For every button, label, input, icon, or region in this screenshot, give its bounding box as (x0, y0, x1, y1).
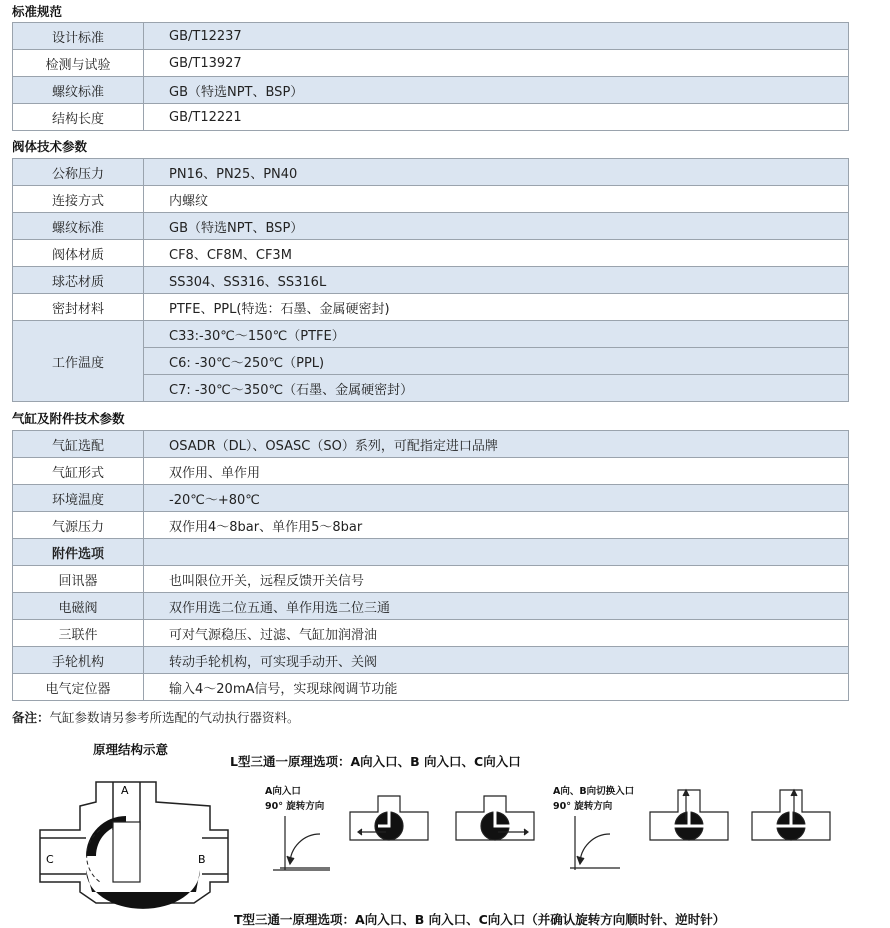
body-params-title: 阀体技术参数 (12, 139, 88, 154)
row-value: 转动手轮机构，可实现手动开、关阀 (144, 647, 849, 674)
row-label: 设计标准 (13, 23, 144, 50)
row-value: C7: -30℃～350℃（石墨、金属硬密封） (144, 375, 849, 402)
l-note-2: 90° 旋转方向 (265, 801, 325, 812)
note (12, 708, 300, 726)
row-label: 电磁阀 (13, 593, 144, 620)
table-row (13, 321, 849, 348)
table-row (13, 159, 849, 186)
standards-title: 标准规范 (12, 4, 63, 19)
row-value: GB（特选NPT、BSP） (144, 77, 849, 104)
row-value: C33:-30℃～150℃（PTFE） (144, 321, 849, 348)
cylinder-params-title: 气缸及附件技术参数 (12, 411, 125, 426)
row-value: SS304、SS316、SS316L (144, 267, 849, 294)
port-a-label: A (121, 784, 129, 797)
table-row (13, 104, 849, 131)
row-value: GB/T12237 (144, 23, 849, 50)
rotation-sign-left (273, 816, 330, 870)
row-value: 也叫限位开关，远程反馈开关信号 (144, 566, 849, 593)
row-label: 公称压力 (13, 159, 144, 186)
table-row (13, 23, 849, 50)
row-label: 气源压力 (13, 512, 144, 539)
table-row (13, 77, 849, 104)
row-label: 球芯材质 (13, 267, 144, 294)
table-row (13, 431, 849, 458)
t-type-title: T型三通一原理选项：A向入口、B 向入口、C向入口（并确认旋转方向顺时针、逆时针） (234, 912, 726, 927)
row-value: 双作用4～8bar、单作用5～8bar (144, 512, 849, 539)
small-valve-4 (752, 790, 830, 840)
r-note-2: 90° 旋转方向 (553, 801, 613, 812)
ball-bore (113, 822, 140, 882)
small-valve-1 (350, 796, 428, 840)
row-label: 螺纹标准 (13, 77, 144, 104)
row-label: 环境温度 (13, 485, 144, 512)
table-row (13, 458, 849, 485)
table-row (13, 566, 849, 593)
row-value: GB（特选NPT、BSP） (144, 213, 849, 240)
note-prefix: 备注： (12, 710, 50, 725)
r-note-1: A向、B向切换入口 (553, 786, 635, 797)
cylinder-params-table (12, 430, 849, 701)
row-label: 螺纹标准 (13, 213, 144, 240)
row-label: 电气定位器 (13, 674, 144, 701)
table-row (13, 186, 849, 213)
l-note-1: A向入口 (265, 786, 301, 797)
small-valve-2 (456, 796, 534, 840)
row-value: PN16、PN25、PN40 (144, 159, 849, 186)
row-label: 回讯器 (13, 566, 144, 593)
l-type-title: L型三通一原理选项：A向入口、B 向入口、C向入口 (230, 754, 521, 769)
table-row (13, 240, 849, 267)
row-value: GB/T13927 (144, 50, 849, 77)
port-c-label: C (46, 853, 54, 866)
table-row (13, 267, 849, 294)
small-valve-3 (650, 790, 728, 840)
table-row (13, 50, 849, 77)
row-label: 三联件 (13, 620, 144, 647)
table-row (13, 593, 849, 620)
row-value: PTFE、PPL(特选：石墨、金属硬密封) (144, 294, 849, 321)
row-label: 连接方式 (13, 186, 144, 213)
row-label: 阀体材质 (13, 240, 144, 267)
row-label: 结构长度 (13, 104, 144, 131)
row-label: 密封材料 (13, 294, 144, 321)
row-value: 双作用、单作用 (144, 458, 849, 485)
table-row (13, 647, 849, 674)
accessory-header: 附件选项 (13, 539, 144, 566)
principle-title: 原理结构示意 (93, 742, 169, 757)
row-value: 可对气源稳压、过滤、气缸加润滑油 (144, 620, 849, 647)
row-value: -20℃～+80℃ (144, 485, 849, 512)
row-value: 输入4～20mA信号，实现球阀调节功能 (144, 674, 849, 701)
row-label: 气缸形式 (13, 458, 144, 485)
valve-diagram (0, 760, 890, 910)
table-row (13, 213, 849, 240)
row-value: CF8、CF8M、CF3M (144, 240, 849, 267)
table-row (13, 539, 849, 566)
row-value: 双作用选二位五通、单作用选二位三通 (144, 593, 849, 620)
note-text: 气缸参数请另参考所选配的气动执行器资料。 (49, 710, 300, 725)
table-row (13, 620, 849, 647)
table-row (13, 294, 849, 321)
port-b-label: B (198, 853, 206, 866)
row-label: 气缸选配 (13, 431, 144, 458)
table-row (13, 674, 849, 701)
row-label: 手轮机构 (13, 647, 144, 674)
row-value: GB/T12221 (144, 104, 849, 131)
rotation-sign-right (570, 816, 620, 870)
table-row (13, 485, 849, 512)
table-row (13, 512, 849, 539)
row-label: 检测与试验 (13, 50, 144, 77)
standards-table (12, 22, 849, 131)
temperature-label: 工作温度 (13, 321, 144, 402)
row-value: C6: -30℃～250℃（PPL) (144, 348, 849, 375)
row-value: 内螺纹 (144, 186, 849, 213)
row-value: OSADR（DL）、OSASC（SO）系列，可配指定进口品牌 (144, 431, 849, 458)
body-params-table (12, 158, 849, 402)
